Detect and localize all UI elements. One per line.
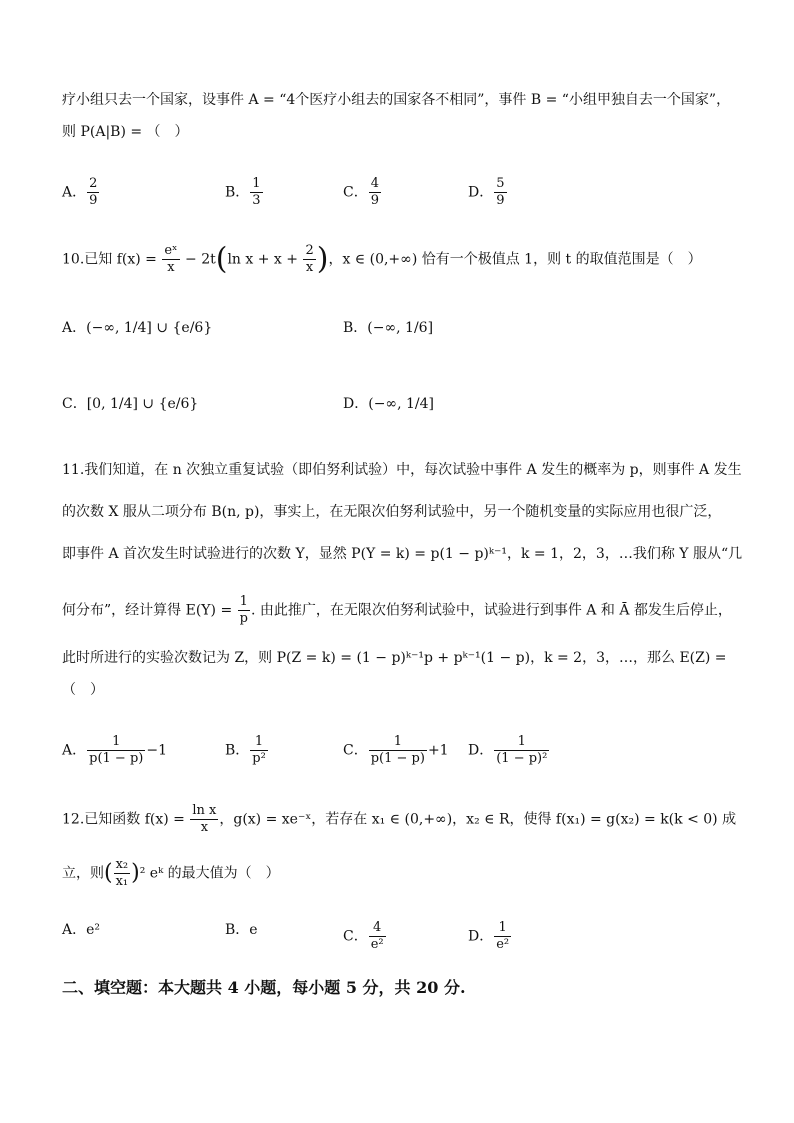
q12-option-d[interactable]: D． $\frac{1}{\text{e²}}$	[468, 920, 510, 952]
q12-option-b[interactable]: B．e	[225, 922, 258, 938]
q11-line-3: 即事件 A 首次发生时试验进行的次数 Y，显然 P(Y = k) = p(1 − p)ᵏ⁻¹，k = 1，2，3，…我们称 Y 服从“几	[62, 546, 743, 562]
q12-line-2: 立，则( $\frac{\text{x₂}}{\text{x₁}}$ )² eᵏ 的最大值为（ ）	[62, 857, 280, 889]
q10-option-b[interactable]: B．(−∞, 1/6]	[343, 320, 434, 336]
q12-option-a[interactable]: A．e²	[62, 922, 101, 938]
q11-line-6: （ ）	[62, 682, 104, 698]
q11-line-5: 此时所进行的实验次数记为 Z，则 P(Z = k) = (1 − p)ᵏ⁻¹p + pᵏ⁻¹(1 − p)，k = 2，3，…，那么 E(Z) =	[62, 650, 727, 666]
section-heading-fill-in: 二、填空题：本大题共 4 小题，每小题 5 分，共 20 分.	[62, 978, 466, 997]
q11-line-1: 11.我们知道，在 n 次独立重复试验（即伯努利试验）中，每次试验中事件 A 发生的概率为 p，则事件 A 发生	[62, 462, 742, 478]
q11-option-d[interactable]: D． $\frac{1}{\text{(1 − p)²}}$	[468, 734, 548, 766]
q9-option-a[interactable]: A． $\frac{2}{9}$	[62, 176, 98, 208]
q9-option-d[interactable]: D． $\frac{5}{9}$	[468, 176, 505, 208]
q11-line-4: 何分布”，经计算得 E(Y) = $\frac{1}{p}$ . 由此推广，在无限次伯努利试验中，试验进行到事件 A 和 Ā 都发生后停止，	[62, 594, 732, 626]
q11-option-a[interactable]: A． $\frac{1}{p(1 - p)}$ −1	[62, 734, 167, 766]
q12-line-1: 12.已知函数 f(x) = $\frac{\text{ln x}}{x}$ ，g(x) = xe⁻ˣ，若存在 x₁ ∈ (0,+∞)，x₂ ∈ R，使得 f(x₁) = g(x₂) = k(k < 0) 成	[62, 803, 737, 835]
q10-option-a[interactable]: A．(−∞, 1/4] ∪ {e/6}	[62, 320, 213, 336]
q9-line-1: 疗小组只去一个国家，设事件 A = “4个医疗小组去的国家各不相同”，事件 B = “小组甲独自去一个国家”，	[62, 92, 731, 108]
q10-option-d[interactable]: D．(−∞, 1/4]	[343, 396, 434, 412]
q12-option-c[interactable]: C． $\frac{4}{\text{e²}}$	[343, 920, 384, 952]
q10-stem: 10.已知 f(x) = $\frac{\text{eˣ}}{x}$ − 2t(ln x + x + $\frac{2}{x}$ )，x ∈ (0,+∞) 恰有一个极值点 1，则 t 的取值范围是（ ）	[62, 241, 702, 277]
q9-option-c[interactable]: C． $\frac{4}{9}$	[343, 176, 379, 208]
q9-line-2: 则 P(A|B) = （ ）	[62, 124, 189, 140]
q10-option-c[interactable]: C．[0, 1/4] ∪ {e/6}	[62, 396, 199, 412]
q11-option-b[interactable]: B． $\frac{1}{\text{p²}}$	[225, 734, 266, 766]
q9-option-b[interactable]: B． $\frac{1}{3}$	[225, 176, 261, 208]
q11-line-2: 的次数 X 服从二项分布 B(n, p)，事实上，在无限次伯努利试验中，另一个随机变量的实际应用也很广泛，	[62, 504, 722, 520]
q11-option-c[interactable]: C． $\frac{1}{p(1 - p)}$ +1	[343, 734, 449, 766]
